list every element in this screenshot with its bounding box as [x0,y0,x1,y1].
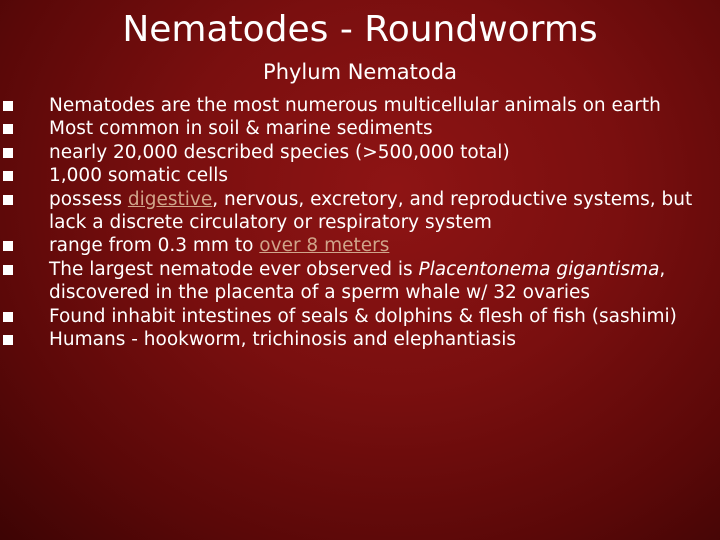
bullet-item-species [0,141,700,164]
over-8-meters-link[interactable]: over 8 meters [259,235,390,257]
species-name: Placentonema gigantisma [418,258,660,280]
bullet-item-largest [0,258,700,305]
bullet-text-post: , nervous, excretory, and reproductive systems, but lack a discrete circulatory or respiratory system [49,188,693,234]
slide-subtitle: Phylum Nematoda [263,60,457,84]
digestive-link[interactable]: digestive [127,188,213,210]
bullet-text-pre: range from 0.3 mm to [49,235,260,257]
bullet-item-humans [0,328,700,351]
bullet-item-hosts [0,305,700,328]
square-bullet-icon [3,335,13,345]
bullet-item-somatic-cells [0,164,700,187]
bullet-text: Humans - hookworm, trichinosis and elephantiasis [49,329,517,351]
bullet-item-habitat [0,117,700,140]
bullet-list [0,94,700,351]
bullet-text: nearly 20,000 described species (>500,000 total) [49,141,510,163]
square-bullet-icon [3,312,13,322]
square-bullet-icon [3,101,13,111]
bullet-item-size-range [0,234,700,257]
square-bullet-icon [3,124,13,134]
bullet-text-pre: possess [49,188,128,210]
bullet-text-pre: The largest nematode ever observed is [49,258,419,280]
square-bullet-icon [3,148,13,158]
slide-title: Nematodes - Roundworms [122,9,598,50]
bullet-text-post: , discovered in the placenta of a sperm whale w/ 32 ovaries [49,258,666,304]
square-bullet-icon [3,265,13,275]
square-bullet-icon [3,241,13,251]
bullet-text: Nematodes are the most numerous multicellular animals on earth [49,95,661,116]
square-bullet-icon [3,195,13,205]
bullet-item-systems [0,188,700,235]
bullet-item-most-numerous [0,94,700,117]
bullet-text: Found inhabit intestines of seals & dolphins & flesh of fish (sashimi) [49,305,677,327]
bullet-text: Most common in soil & marine sediments [49,118,433,140]
square-bullet-icon [3,171,13,181]
bullet-text: 1,000 somatic cells [49,165,229,187]
